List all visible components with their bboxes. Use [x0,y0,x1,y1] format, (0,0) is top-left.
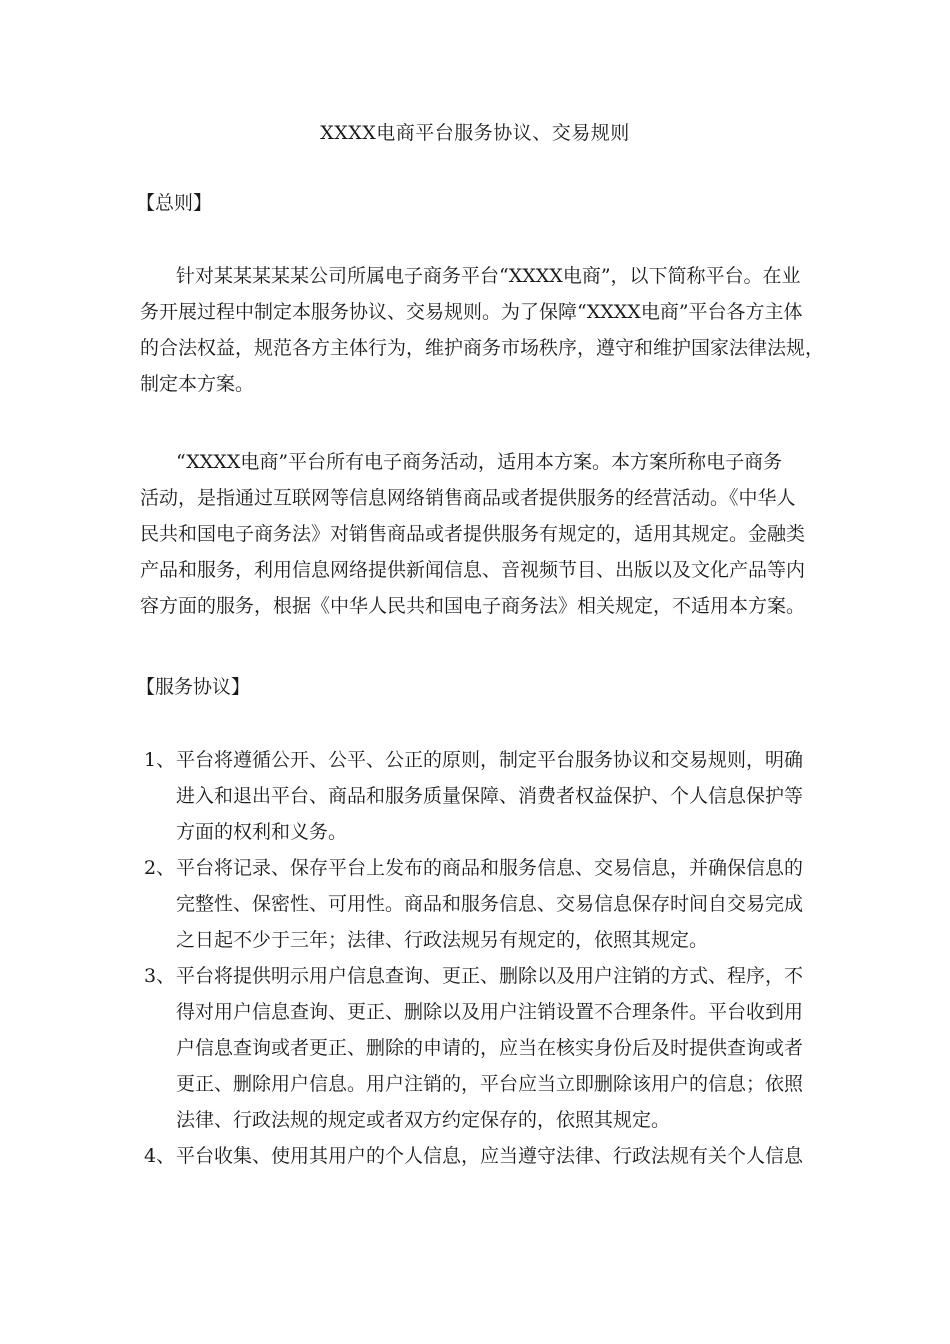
text-line: 完整性、保密性、可用性。商品和服务信息、交易信息保存时间自交易完成 [176,893,804,915]
list-item-number: 4、 [144,1145,176,1167]
text-line: 制定本方案。 [140,373,255,395]
text-line: 民共和国电子商务法》对销售商品或者提供服务有规定的，适用其规定。金融类 [140,523,806,545]
text-line: 得对用户信息查询、更正、删除以及用户注销设置不合理条件。平台收到用 [176,1001,804,1023]
text-line: 容方面的服务，根据《中华人民共和国电子商务法》相关规定，不适用本方案。 [140,595,806,617]
text-line: 平台收集、使用其用户的个人信息，应当遵守法律、行政法规有关个人信息 [176,1145,804,1167]
text-line: 平台将提供明示用户信息查询、更正、删除以及用户注销的方式、程序，不 [176,965,804,987]
text-line: 的合法权益，规范各方主体行为，维护商务市场秩序，遵守和维护国家法律法规， [140,337,825,359]
section-heading-service-agreement: 【服务协议】 [136,676,251,698]
list-item-number: 1、 [144,749,176,771]
list-item [144,850,834,958]
text-line: 更正、删除用户信息。用户注销的，平台应当立即删除该用户的信息；依照 [176,1073,804,1095]
section-heading-general: 【总则】 [136,192,213,214]
paragraph-general-1 [140,258,830,402]
list-item [144,742,834,850]
text-line: 产品和服务，利用信息网络提供新闻信息、音视频节目、出版以及文化产品等内 [140,559,806,581]
list-item-number: 3、 [144,965,176,987]
list-item [144,1138,834,1174]
text-line: 务开展过程中制定本服务协议、交易规则。为了保障“XXXX电商”平台各方主体 [140,301,803,323]
text-line: 活动，是指通过互联网等信息网络销售商品或者提供服务的经营活动。《中华人 [140,487,796,509]
text-line: 方面的权利和义务。 [176,821,348,843]
text-line: 之日起不少于三年；法律、行政法规另有规定的，依照其规定。 [176,929,709,951]
text-line: 平台将遵循公开、公平、公正的原则，制定平台服务协议和交易规则，明确 [176,749,804,771]
text-line: 户信息查询或者更正、删除的申请的，应当在核实身份后及时提供查询或者 [176,1037,804,1059]
text-line: 法律、行政法规的规定或者双方约定保存的，依照其规定。 [176,1109,671,1131]
page-title: XXXX电商平台服务协议、交易规则 [320,122,630,144]
text-line: 针对某某某某某公司所属电子商务平台“XXXX电商”，以下简称平台。在业 [176,265,801,287]
text-line: 平台将记录、保存平台上发布的商品和服务信息、交易信息，并确保信息的 [176,857,804,879]
list-item [144,958,834,1138]
text-line: “XXXX电商”平台所有电子商务活动，适用本方案。本方案所称电子商务 [176,451,783,473]
paragraph-general-2 [140,444,830,624]
list-item-number: 2、 [144,857,176,879]
text-line: 进入和退出平台、商品和服务质量保障、消费者权益保护、个人信息保护等 [176,785,804,807]
service-agreement-list [144,742,834,1174]
